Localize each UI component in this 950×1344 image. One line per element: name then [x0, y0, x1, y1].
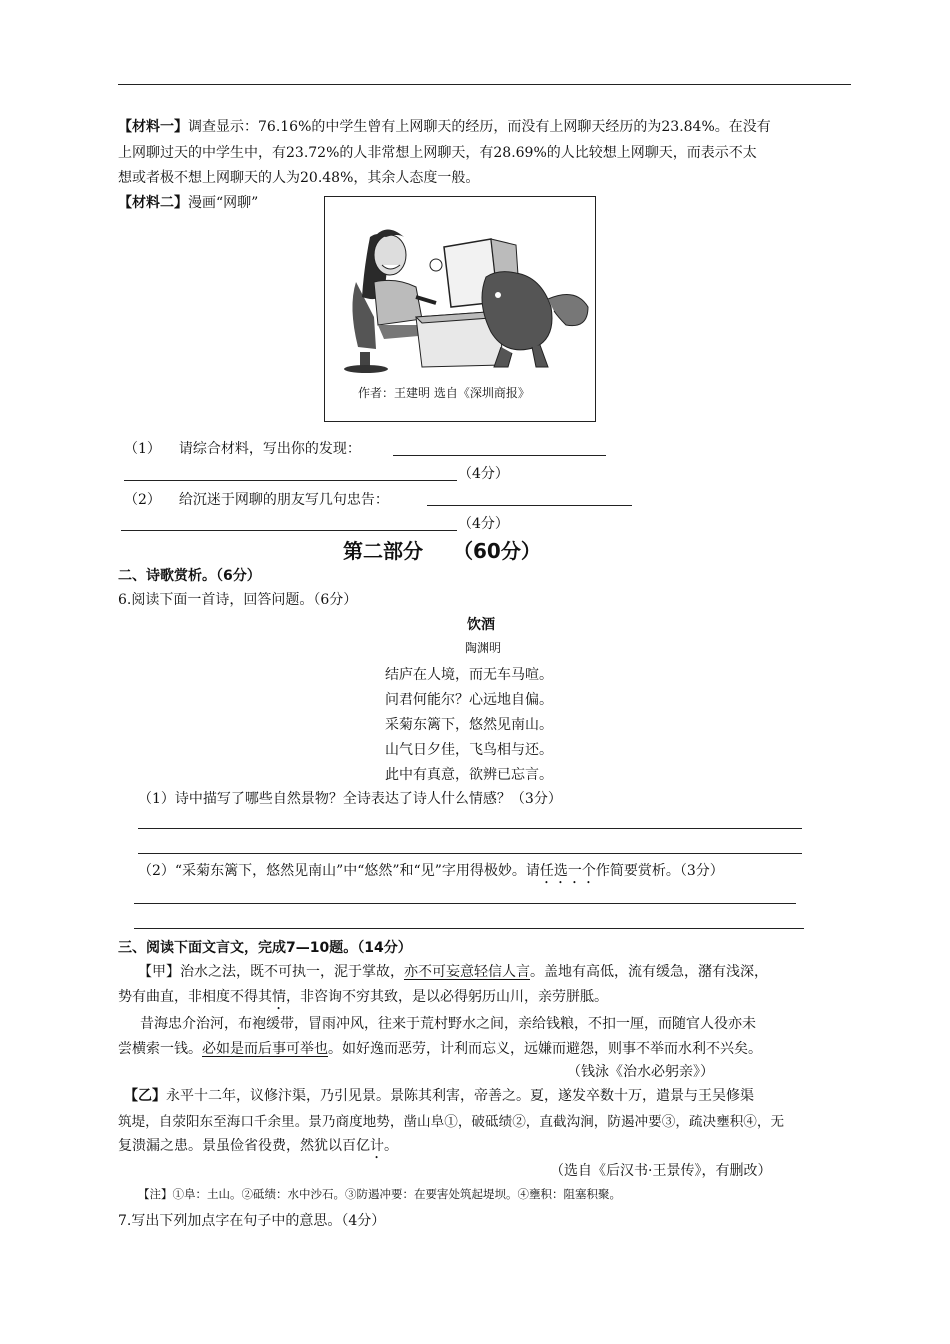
poem-line: 此中有真意，欲辨已忘言。: [385, 767, 553, 783]
poem-line: 问君何能尔？心远地自偏。: [385, 692, 553, 708]
answer-line[interactable]: [124, 480, 457, 481]
section2-heading: 二、诗歌赏析。（6分）: [118, 568, 261, 584]
material1-label: 【材料一】: [118, 119, 188, 135]
yi-line-3: 复溃漏之患。景虽俭省役费，然犹以百亿计。: [118, 1138, 398, 1154]
answer-line[interactable]: [427, 505, 632, 506]
yi-label: 【乙】: [124, 1088, 166, 1104]
section3-heading: 三、阅读下面文言文，完成7—10题。（14分）: [118, 940, 412, 956]
cartoon-frame: [324, 196, 596, 422]
question-a-score: （4分）: [458, 466, 509, 482]
jia-line-4: 尝横索一钱。必如是而后事可举也。如好逸而恶劳，计利而忘义，远嫌而避怨，则事不举而水利不兴矣。: [118, 1041, 762, 1057]
jia-line-3: 昔海忠介治河，布袍缓带，冒雨冲风，往来于荒村野水之间，亲给钱粮，不扣一厘，而随官人役亦未: [140, 1016, 756, 1032]
poem-title: 饮酒: [467, 617, 495, 633]
underlined-sentence: 亦不可妄意轻信人言: [404, 964, 530, 980]
dotted-char: 情: [272, 989, 286, 1005]
material1-line-1: 【材料一】调查显示：76.16%的中学生曾有上网聊天的经历，而没有上网聊天经历的为23.84%。在没有: [118, 119, 771, 135]
poem-line: 采菊东篱下，悠然见南山。: [385, 717, 553, 733]
q6-part2: （2）“采菊东篱下，悠然见南山”中“悠然”和“见”字用得极妙。请任选一个作简要赏析。（3分）: [138, 863, 724, 879]
underlined-sentence: 必如是而后事可举也: [202, 1041, 328, 1057]
dotted-char: 计: [370, 1138, 384, 1154]
question-b: （2） 给沉迷于网聊的朋友写几句忠告：: [124, 492, 389, 508]
answer-line[interactable]: [121, 530, 457, 531]
q7-prompt: 7.写出下列加点字在句子中的意思。（4分）: [118, 1213, 386, 1229]
part2-title: 第二部分 （60分）: [343, 539, 541, 563]
answer-line[interactable]: [138, 853, 802, 854]
jia-line-2: 势有曲直，非相度不得其情，非咨询不穷其致，是以必得躬历山川，亲劳胼胝。: [118, 989, 608, 1005]
header-rule: [118, 84, 851, 85]
material2-label: 【材料二】: [118, 195, 188, 211]
answer-line[interactable]: [134, 928, 804, 929]
q6-prompt: 6.阅读下面一首诗，回答问题。（6分）: [118, 592, 358, 608]
poem-line: 山气日夕佳，飞鸟相与还。: [385, 742, 553, 758]
cartoon-image: [326, 207, 595, 382]
yi-line-1: 【乙】永平十二年，议修汴渠，乃引见景。景陈其利害，帝善之。夏，遂发卒数十万，遣景与王吴修渠: [124, 1088, 754, 1104]
jia-line-1: 【甲】治水之法，既不可执一，泥于掌故，亦不可妄意轻信人言。盖地有高低，流有缓急，潴有浅深，: [138, 964, 768, 980]
jia-source: （钱泳《治水必躬亲》）: [567, 1064, 714, 1080]
answer-line[interactable]: [393, 455, 606, 456]
yi-source: （选自《后汉书·王景传》，有删改）: [550, 1163, 772, 1179]
question-b-score: （4分）: [458, 516, 509, 532]
q6-part1: （1）诗中描写了哪些自然景物？全诗表达了诗人什么情感？（3分）: [138, 791, 562, 807]
answer-line[interactable]: [134, 903, 796, 904]
material2-heading: 【材料二】漫画“网聊”: [118, 195, 259, 211]
jia-label: 【甲】: [138, 964, 180, 980]
question-a: （1） 请综合材料，写出你的发现：: [124, 441, 361, 457]
yi-line-2: 筑堤，自荥阳东至海口千余里。景乃商度地势，凿山阜①，破砥绩②，直截沟涧，防遏冲要③，疏决壅积④，无: [118, 1114, 785, 1130]
material1-line-2: 上网聊过天的中学生中，有23.72%的人非常想上网聊天，有28.69%的人比较想上网聊天，而表示不太: [118, 145, 757, 161]
cartoon-caption: 作者：王建明 选自《深圳商报》: [358, 386, 530, 400]
answer-line[interactable]: [138, 828, 802, 829]
footnotes: 【注】①阜：土山。②砥绩：水中沙石。③防遏冲要：在要害处筑起堤坝。④壅积：阻塞积聚。: [138, 1187, 621, 1201]
poem-author: 陶渊明: [465, 641, 502, 655]
emphasis-text: 任选一个: [539, 863, 596, 879]
material1-line-3: 想或者极不想上网聊天的人为20.48%，其余人态度一般。: [118, 170, 480, 186]
poem-line: 结庐在人境，而无车马喧。: [385, 667, 553, 683]
